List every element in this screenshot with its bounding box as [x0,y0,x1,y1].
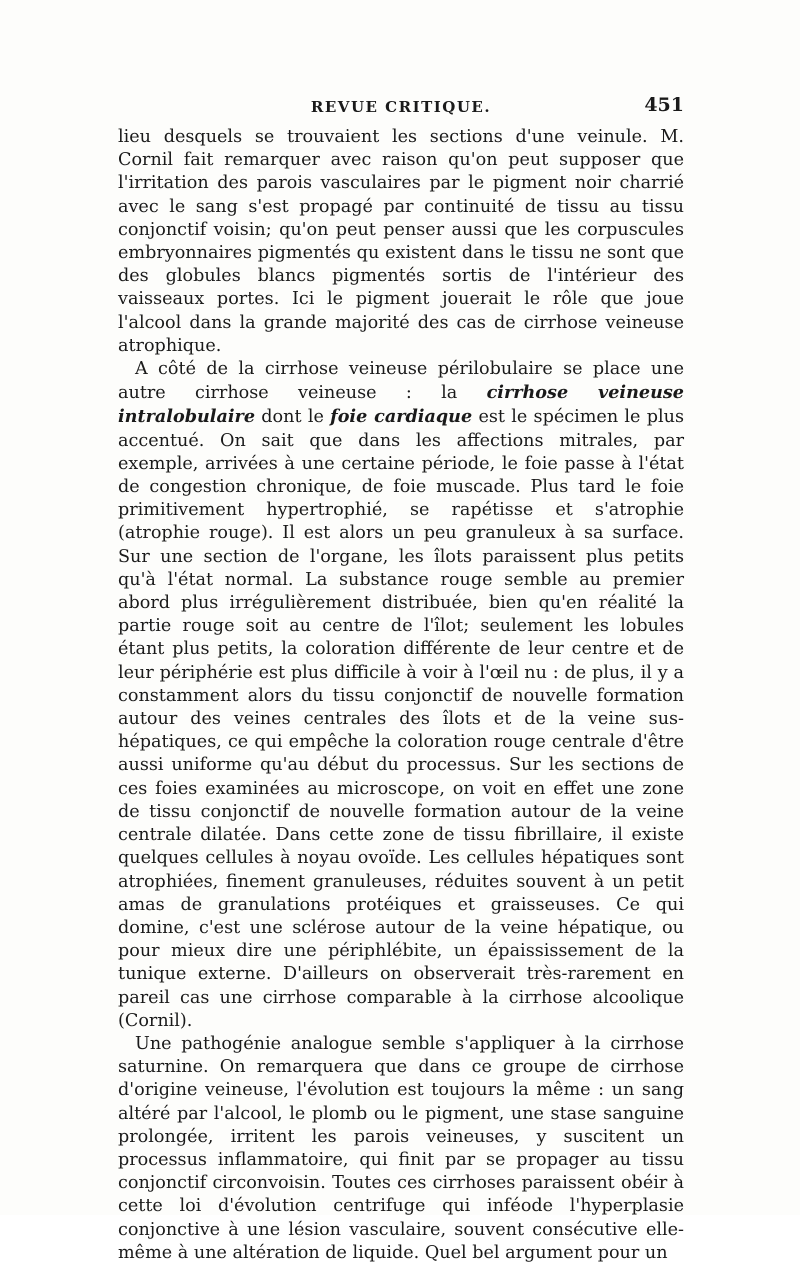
running-header [118,94,684,122]
body-text [118,126,684,1265]
text-run: dont le [255,407,331,428]
text-run: lieu desquels se trouvaient les sections d'une veinule. M. Cornil fait remarquer avec raison qu'on peut supposer que l'irritation des parois vasculaires par le pigment noir charrié avec le sang s'est propagé par continuité de tissu au tissu conjonctif voisin; qu'on peut penser aussi que les corpuscules embryonnaires pigmentés qu existent dans le tissu ne sont que des globules blancs pigmentés sortis de l'intérieur des vaisseaux portes. Ici le pigment jouerait le rôle que joue l'alcool dans la grande majorité des cas de cirrhose veineuse atrophique. [118,127,684,356]
paragraph [118,126,684,358]
running-title: REVUE CRITIQUE. [310,98,492,116]
text-run: Une pathogénie analogue semble s'appliquer à la cirrhose saturnine. On remarquera que dans ce groupe de cirrhose d'origine veineuse, l'évolution est toujours la même : un sang altéré par l'alcool, le plomb ou le pigment, une stase sanguine prolongée, irritent les parois veineuses, y suscitent un processus inflammatoire, qui finit par se propager au tissu conjonctif circonvoisin. Toutes ces cirrhoses paraissent obéir à cette loi d'évolution centrifuge qui inféode l'hyperplasie conjonctive à une lésion vasculaire, souvent consécutive elle-même à une altération de liquide. Quel bel argument pour un [118,1033,684,1263]
italic-term: foie cardiaque [330,406,473,428]
text-run: A côté de la cirrhose veineuse périlobulaire se place une autre cirrhose veineuse : la [118,359,684,404]
italic-term: cirrhose veineuse intralobulaire [118,382,684,428]
page-number: 451 [644,94,684,116]
paragraph [118,1033,684,1265]
text-run: est le spécimen le plus accentué. On sait que dans les affections mitrales, par exemple, arrivées à une certaine période, le foie passe à l'état de congestion chronique, de foie muscade. Plus tard le foie primitivement hypertrophié, se rapétisse et s'atrophie (atrophie rouge). Il est alors un peu granuleux à sa surface. Sur une section de l'organe, les îlots paraissent plus petits qu'à l'état normal. La substance rouge semble au premier abord plus irrégulièrement distribuée, bien qu'en réalité la partie rouge soit au centre de l'îlot; seulement les lobules étant plus petits, la coloration différente de leur centre et de leur périphérie est plus difficile à voir à l'œil nu : de plus, il y a constamment alors du tissu conjonctif de nouvelle formation autour des veines centrales des îlots et de la veine sus-hépatiques, ce qui empêche la coloration rouge centrale d'être aussi uniforme qu'au début du processus. Sur les sections de ces foies examinées au microscope, on voit en effet une zone de tissu conjonctif de nouvelle formation autour de la veine centrale dilatée. Dans cette zone de tissu fibrillaire, il existe quelques cellules à noyau ovoïde. Les cellules hépatiques sont atrophiées, finement granuleuses, réduites souvent à un petit amas de granulations protéiques et graisseuses. Ce qui domine, c'est une sclérose autour de la veine hépatique, ou pour mieux dire une périphlébite, un épaississement de la tunique externe. D'ailleurs on observerait très-rarement en pareil cas une cirrhose comparable à la cirrhose alcoolique (Cornil). [118,407,684,1031]
paragraph [118,358,684,1033]
